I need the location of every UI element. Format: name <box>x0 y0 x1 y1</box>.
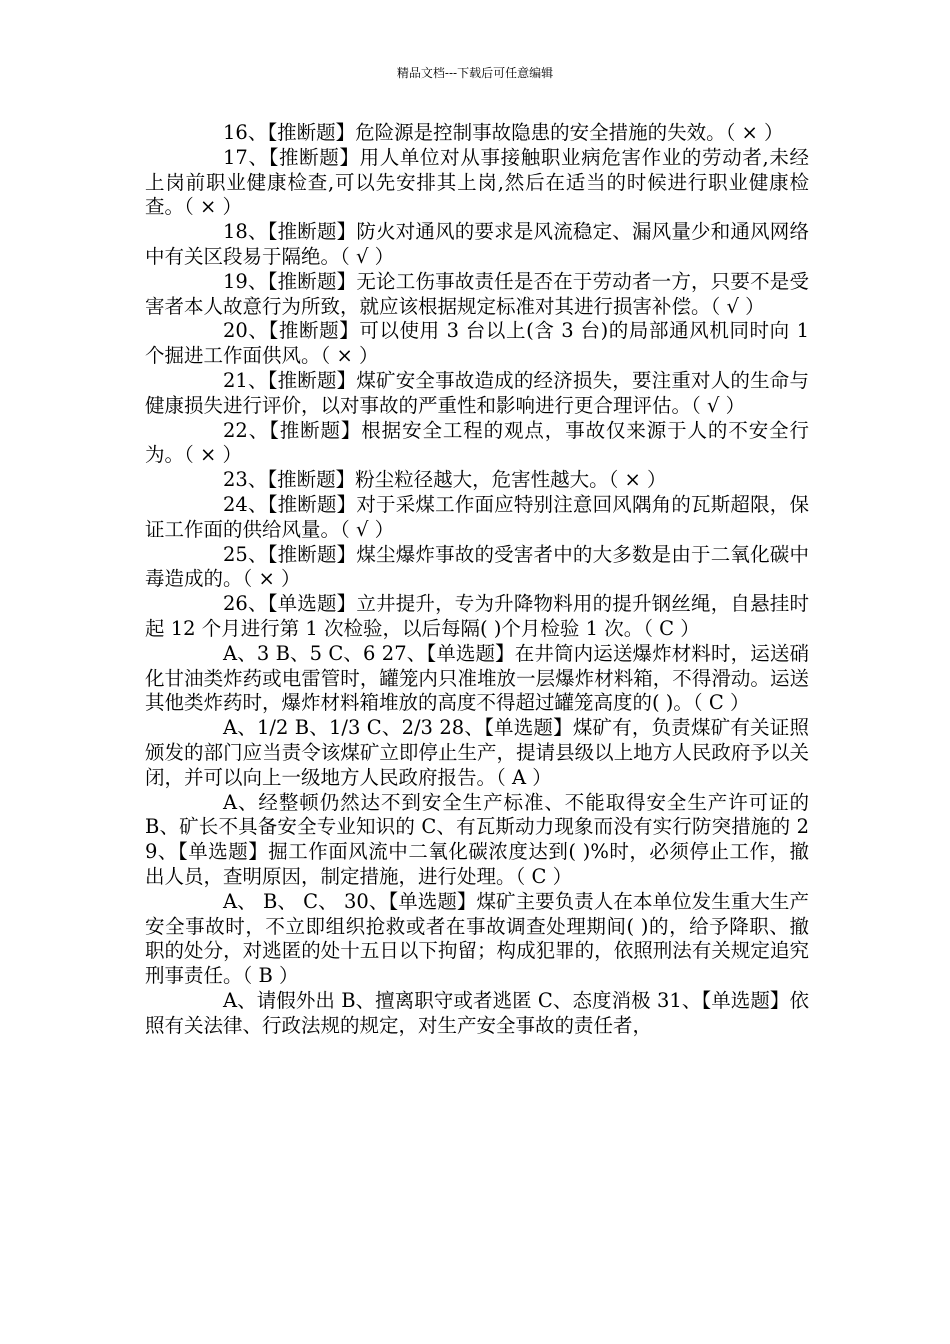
question-19: 19、【推断题】无论工伤事故责任是否在于劳动者一方，只要不是受害者本人故意行为所致，就应该根据规定标准对其进行损害补偿。（ √ ） <box>145 269 809 318</box>
page-header: 精品文档---下载后可任意编辑 <box>396 66 554 80</box>
options-30-question-31: A、请假外出 B、擅离职守或者逃匿 C、态度消极 31、【单选题】依照有关法律、行政法规的规定，对生产安全事故的责任者， <box>145 988 809 1037</box>
options-26-question-27: A、3 B、5 C、6 27、【单选题】在井筒内运送爆炸材料时，运送硝化甘油类炸药或电雷管时，罐笼内只准堆放一层爆炸材料箱，不得滑动。运送其他类炸药时，爆炸材料箱堆放的高度不得超过罐笼高度的( )。（ C ） <box>145 641 809 715</box>
question-18: 18、【推断题】防火对通风的要求是风流稳定、漏风量少和通风网络中有关区段易于隔绝。（ √ ） <box>145 220 809 268</box>
question-17: 17、【推断题】用人单位对从事接触职业病危害作业的劳动者,未经上岗前职业健康检查,可以先安排其上岗,然后在适当的时候进行职业健康检查。（ × ） <box>145 145 809 219</box>
question-16: 16、【推断题】危险源是控制事故隐患的安全措施的失效。（ × ） <box>223 121 784 144</box>
options-29-question-30: A、 B、 C、 30、【单选题】煤矿主要负责人在本单位发生重大生产安全事故时，不立即组织抢救或者在事故调查处理期间( )的，给予降职、撤职的处分，对逃匿的处十五日以下拘留；构成犯罪的，依照刑法有关规定追究刑事责任。（ B ） <box>145 889 809 988</box>
question-20: 20、【推断题】可以使用 3 台以上(含 3 台)的局部通风机同时向 1 个掘进工作面供风。（ × ） <box>145 319 809 368</box>
document-body <box>145 121 809 1038</box>
question-22: 22、【推断题】根据安全工程的观点，事故仅来源于人的不安全行为。（ × ） <box>145 418 809 467</box>
question-21: 21、【推断题】煤矿安全事故造成的经济损失，要注重对人的生命与健康损失进行评价，以对事故的严重性和影响进行更合理评估。（ √ ） <box>145 368 809 417</box>
question-25: 25、【推断题】煤尘爆炸事故的受害者中的大多数是由于二氧化碳中毒造成的。（ × ） <box>145 542 809 591</box>
question-26: 26、【单选题】立井提升，专为升降物料用的提升钢丝绳，自悬挂时起 12 个月进行第 1 次检验，以后每隔( )个月检验 1 次。（ C ） <box>145 592 809 640</box>
question-23: 23、【推断题】粉尘粒径越大，危害性越大。（ × ） <box>223 468 667 492</box>
options-28-question-29: A、经整顿仍然达不到安全生产标准、不能取得安全生产许可证的 B、矿长不具备安全专业知识的 C、有瓦斯动力现象而没有实行防突措施的 29、【单选题】掘工作面风流中二氧化碳浓度达到( )%时，必须停止工作，撤出人员，查明原因，制定措施，进行处理。（ C ） <box>145 790 809 888</box>
question-24: 24、【推断题】对于采煤工作面应特别注意回风隅角的瓦斯超限，保证工作面的供给风量。（ √ ） <box>145 492 809 541</box>
options-27-question-28: A、1/2 B、1/3 C、2/3 28、【单选题】煤矿有，负责煤矿有关证照颁发的部门应当责令该煤矿立即停止生产，提请县级以上地方人民政府予以关闭，并可以向上一级地方人民政府报告。（ A ） <box>145 716 809 789</box>
